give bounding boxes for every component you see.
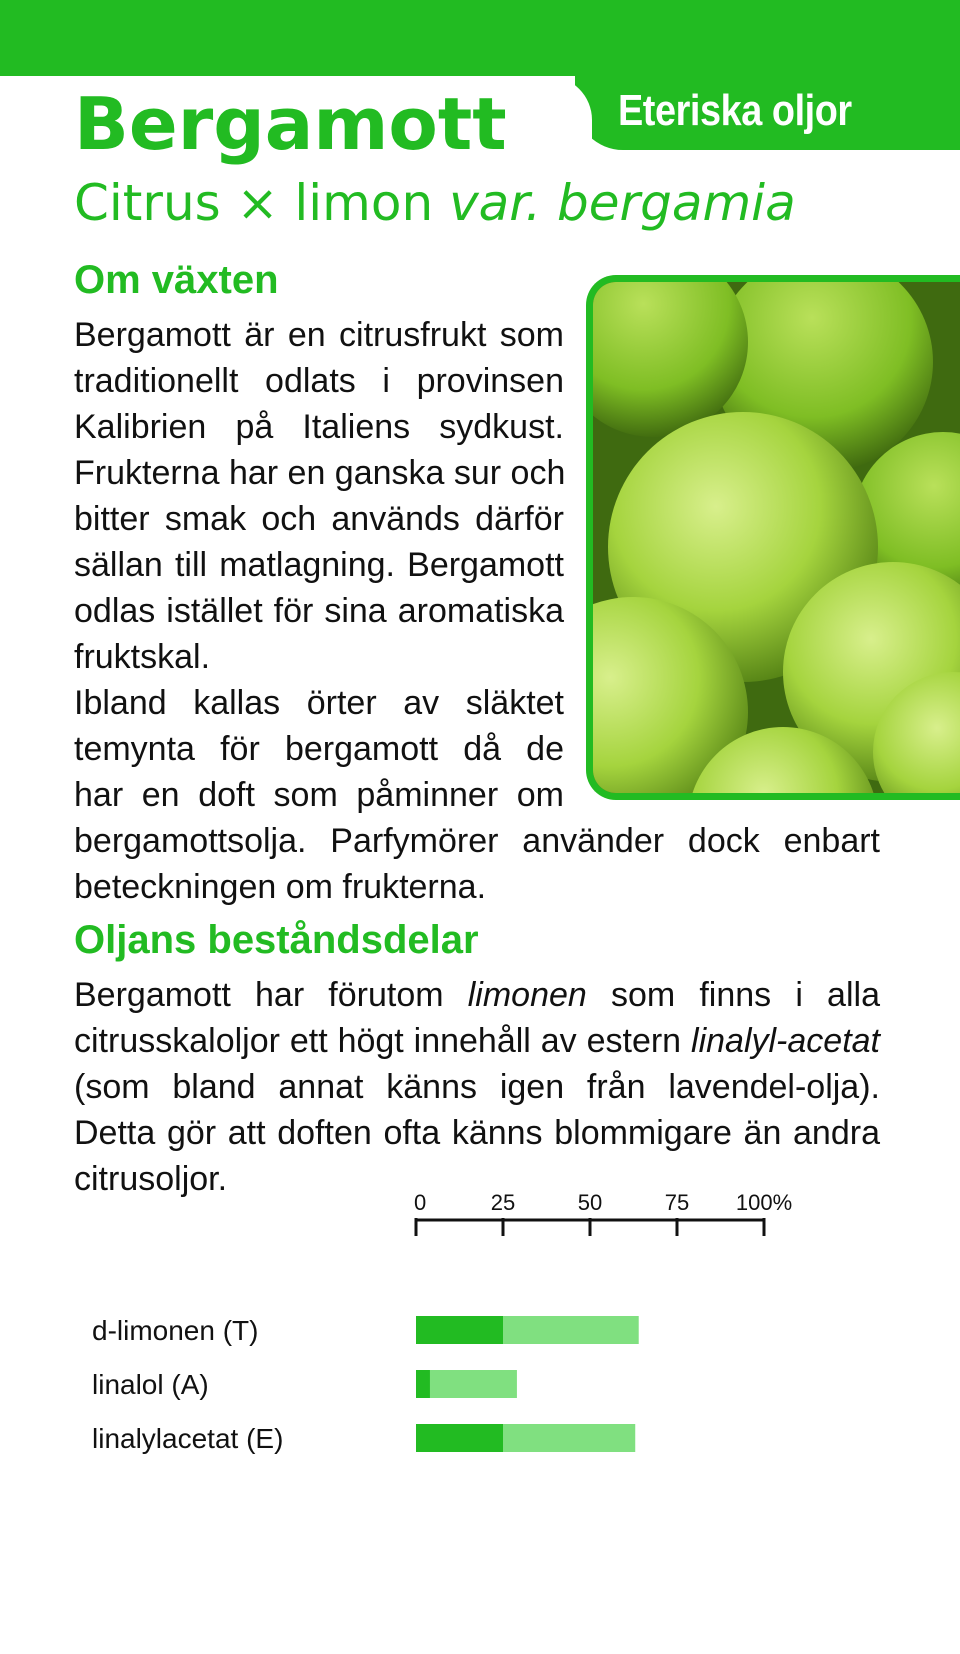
text-line: beteckningen om frukterna. [74, 868, 487, 906]
text-line: bitter smak och används därför [74, 500, 564, 538]
text-line: temynta för bergamott då de [74, 730, 564, 768]
bar-range [416, 1370, 517, 1398]
bar-label: linalol (A) [92, 1369, 209, 1400]
section-heading-plant: Om växten [74, 258, 279, 302]
text-line: bergamottsolja. Parfymörer använder dock enbart [74, 822, 880, 860]
text-line: Ibland kallas örter av släktet [74, 684, 564, 722]
latin-name-variety: var. bergamia [449, 174, 796, 232]
x-tick-label: 100% [735, 1190, 793, 1215]
bar-min [416, 1424, 503, 1452]
components-term-limonen: limonen [467, 976, 587, 1014]
bar-label: linalylacetat (E) [92, 1423, 284, 1454]
text-line: har en doft som påminner om [74, 776, 564, 814]
category-label: Eteriska oljor [618, 86, 852, 135]
text-line: traditionellt odlats i provinsen [74, 362, 564, 400]
components-term-linalylacetat: linalyl-acetat [691, 1022, 880, 1060]
text-line: Frukterna har en ganska sur och [74, 454, 566, 492]
components-text-part3: (som bland annat känns igen från lavendel-olja). Detta gör att doften ofta känns blommigare än andra citrusoljor. [74, 1068, 880, 1198]
components-text-part2: som finns i alla citrusskaloljor ett högt innehåll av estern [74, 976, 880, 1060]
x-tick-label: 50 [577, 1190, 603, 1215]
bar-min [416, 1316, 503, 1344]
text-line: fruktskal. [74, 638, 211, 676]
components-text-part1: Bergamott har förutom [74, 976, 468, 1014]
x-tick-label: 25 [490, 1190, 516, 1215]
text-line: sällan till matlagning. Bergamott [74, 546, 564, 584]
text-line: Bergamott är en citrusfrukt som [74, 316, 564, 354]
text-line: Kalibrien på Italiens sydkust. [74, 408, 564, 446]
page-title: Bergamott [74, 82, 507, 166]
x-tick-label: 0 [414, 1190, 427, 1215]
bar-min [416, 1370, 430, 1398]
text-line: odlas istället för sina aromatiska [74, 592, 564, 630]
x-tick-label: 75 [664, 1190, 690, 1215]
section-heading-components: Oljans beståndsdelar [74, 918, 479, 962]
latin-name-plain: Citrus × limon [74, 174, 450, 232]
bar-label: d-limonen (T) [92, 1315, 259, 1346]
